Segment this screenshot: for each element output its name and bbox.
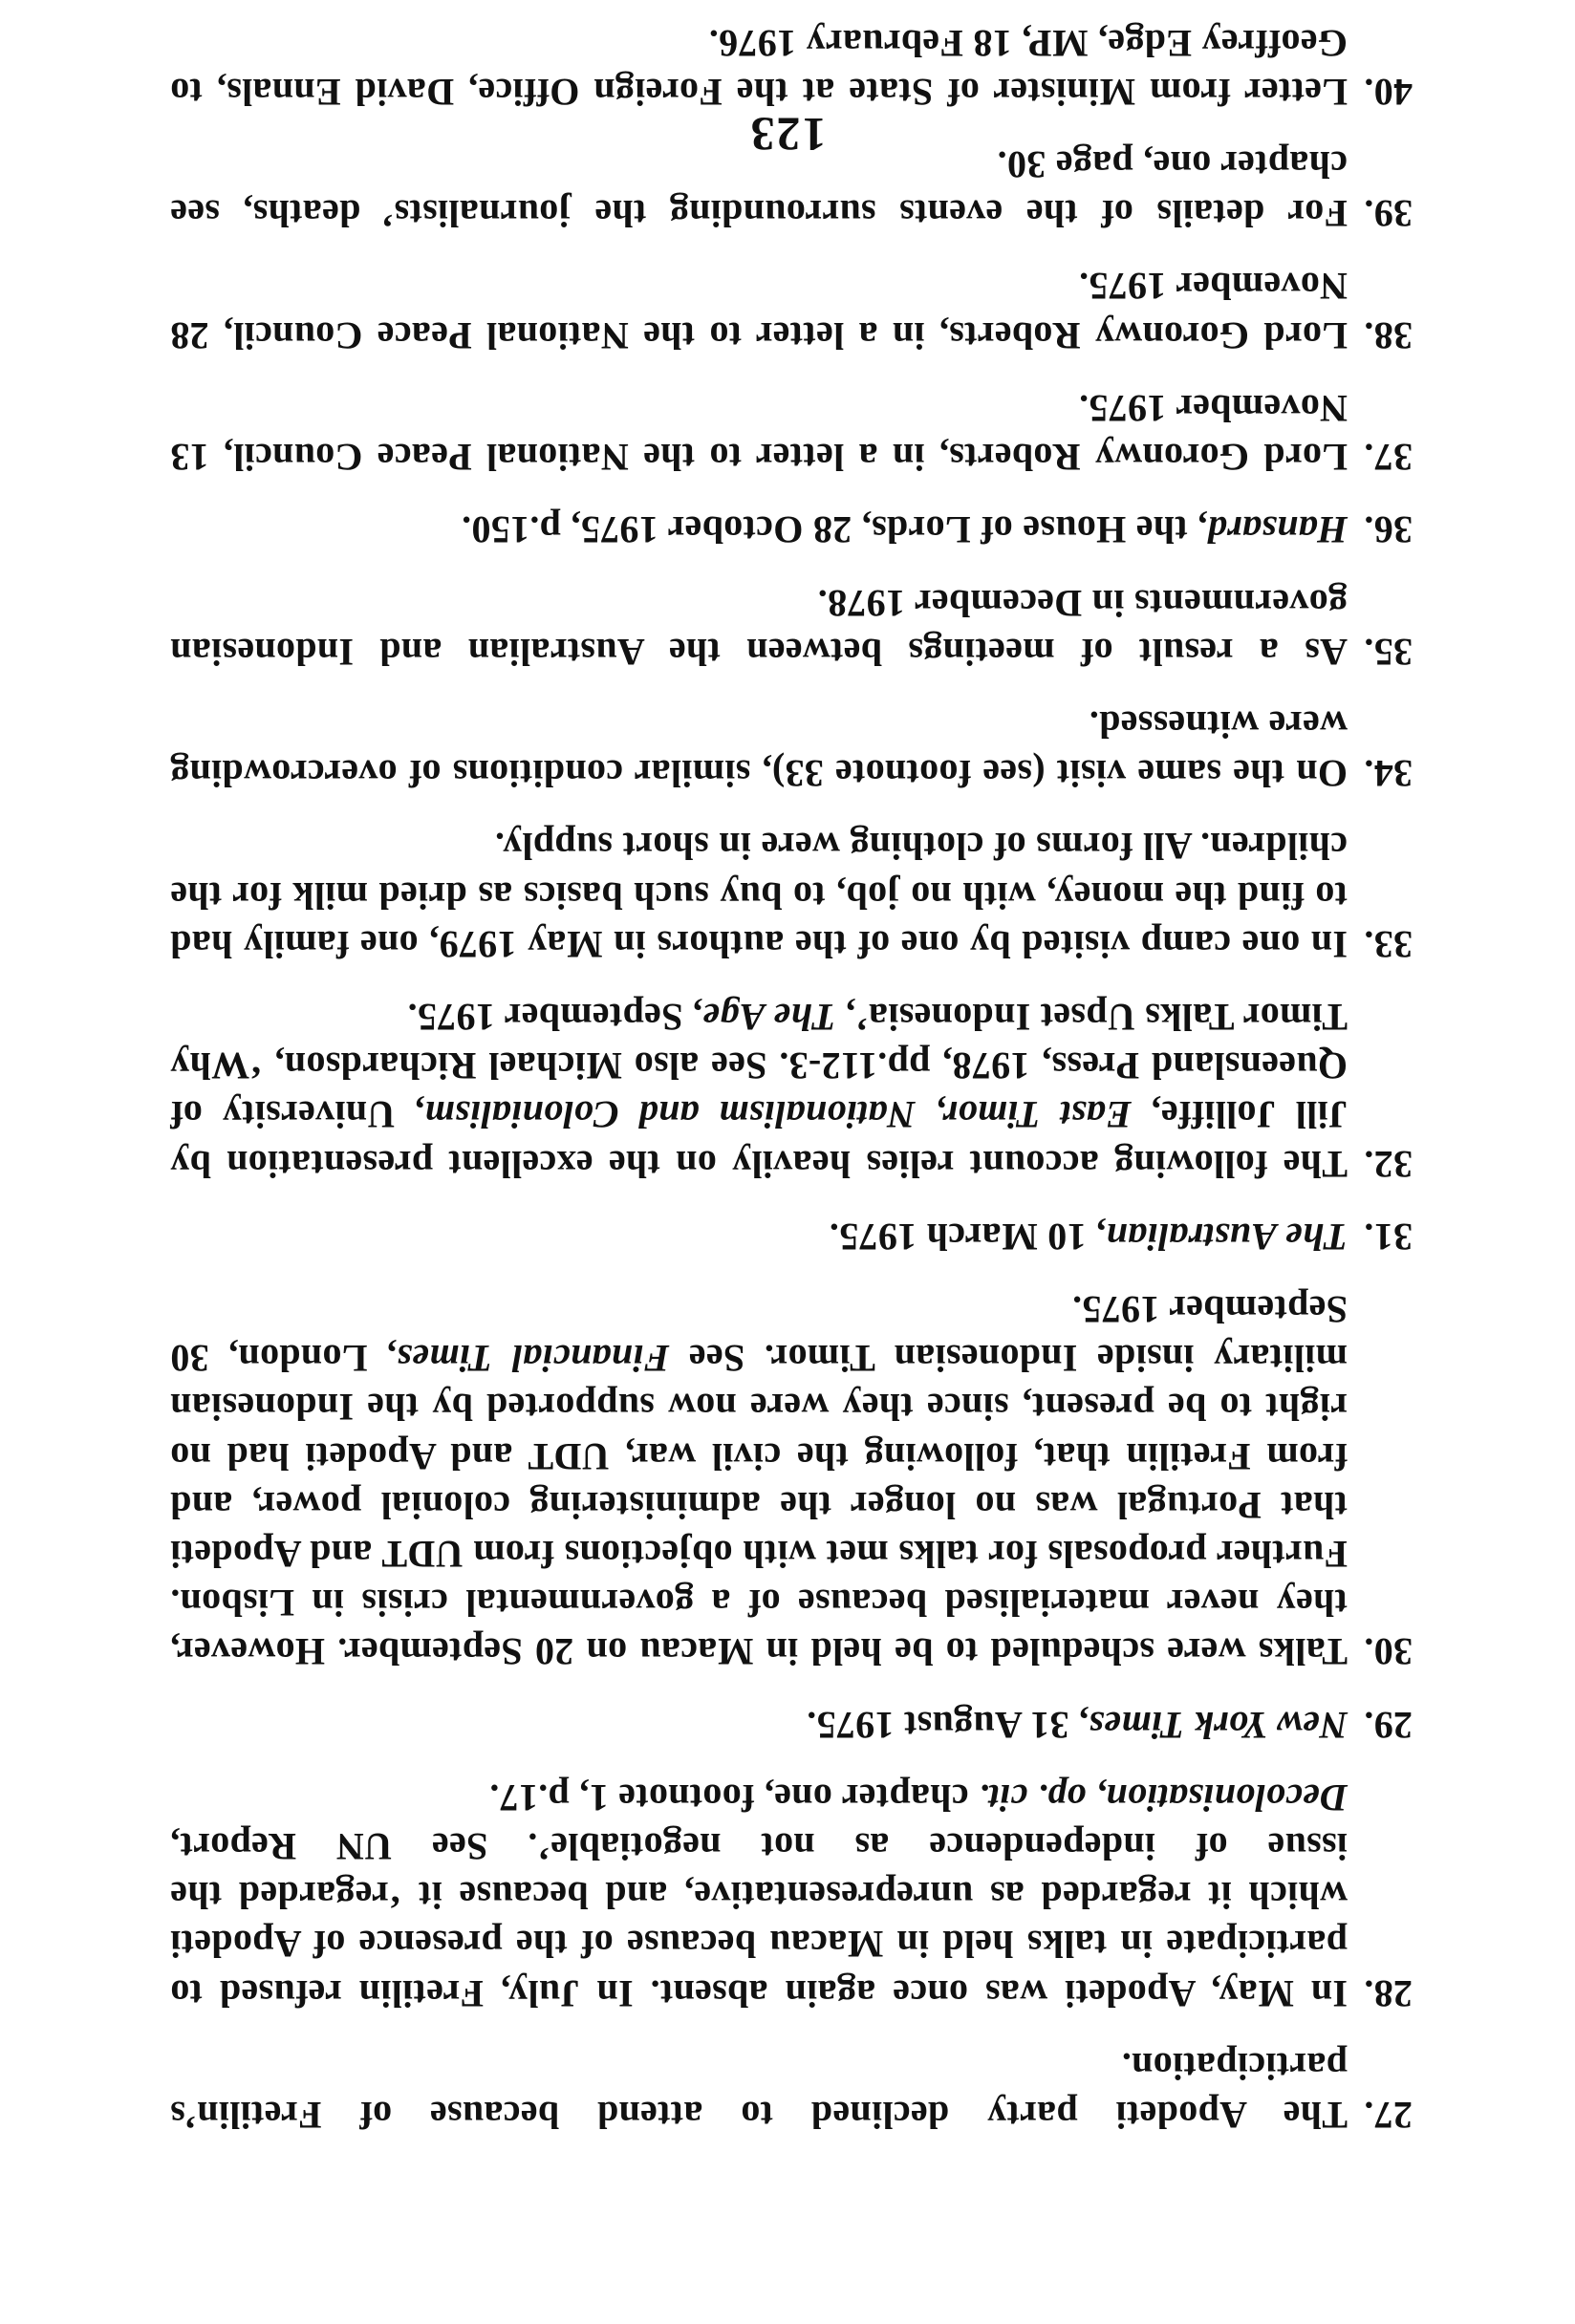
endnote-text	[170, 993, 1348, 1189]
endnote-text-run: , 10 March 1975.	[829, 1215, 1107, 1259]
endnote-text-run: , 31 August 1975.	[806, 1703, 1090, 1747]
endnote-text-run: , University of Queensland Press, 1978, pp.112-3. See also Michael Richardson, ‘Why Timor Talks Upset Indonesia’,	[169, 995, 1348, 1137]
endnote-text	[170, 578, 1348, 676]
endnote-text-run: Lord Goronwy Roberts, in a letter to the National Peace Council, 28 November 1975.	[170, 265, 1348, 357]
endnote	[170, 993, 1413, 1189]
endnote-text-run: In one camp visited by one of the authors in May 1979, one family had to find the money, with no job, to buy such basics as dried milk for the children. All forms of clothing were in short supply.	[170, 825, 1348, 966]
endnote-italic-text: The Australian	[1106, 1215, 1348, 1259]
endnote-italic-text: Hansard	[1207, 508, 1348, 552]
endnote-italic-text: Financial Times	[397, 1337, 670, 1381]
endnote-number: 37.	[1364, 436, 1413, 480]
endnote-number: 34.	[1364, 752, 1413, 796]
endnote	[170, 18, 1413, 116]
endnote-italic-text: New York Times	[1089, 1703, 1348, 1747]
endnote-number: 36.	[1364, 508, 1413, 552]
endnote-text-run: The Apodeti party declined to attend because of Fretilin’s participation.	[170, 2044, 1348, 2137]
endnote-italic-text: Decolonisation, op. cit.	[978, 1775, 1348, 1819]
endnote-text	[170, 18, 1348, 116]
endnote	[170, 262, 1413, 359]
page-number: 123	[748, 108, 827, 161]
endnote-number: 31.	[1364, 1215, 1413, 1259]
endnote-text	[170, 1700, 1348, 1749]
endnote	[170, 1700, 1413, 1749]
endnote	[170, 700, 1413, 798]
endnote-text-run: chapter one, footnote 1, p.17.	[489, 1775, 979, 1819]
endnote-number: 29.	[1364, 1703, 1413, 1747]
endnote-number: 33.	[1364, 922, 1413, 966]
endnote	[170, 578, 1413, 676]
endnote-text	[170, 700, 1348, 798]
endnote	[170, 506, 1413, 554]
endnote-text	[170, 1213, 1348, 1261]
endnote-text-run: , London, 30 September 1975.	[170, 1287, 1348, 1381]
endnote-text	[170, 1774, 1348, 2018]
endnotes-list	[170, 0, 1413, 2140]
endnote-text-run: Talks were scheduled to be held in Macau on 20 September. However, they never materialised because of a governmental crisis in Lisbon. Further proposals for talks met with objections from UDT and Apodeti that Portugal was no longer the administering colonial power, and from Fretilin that, following the civil war, UDT and Apodeti had no right to be present, since they were now supported by the Indonesian military inside Indonesian Timor. See	[170, 1337, 1348, 1674]
endnote-text	[170, 262, 1348, 359]
endnote	[170, 822, 1413, 969]
endnote-italic-text: The Age	[702, 995, 836, 1039]
endnote-text-run: Lord Goronwy Roberts, in a letter to the National Peace Council, 13 November 1975.	[170, 386, 1348, 480]
endnote	[170, 1213, 1413, 1261]
endnote-text-run: In May, Apodeti was once again absent. In July, Fretilin refused to participate in talks held in Macau because of the presence of Apodeti which it regarded as unrepresentative, and because it ‘regarded the issue of independence as not negotiable’. See UN Report,	[170, 1824, 1348, 2015]
endnote-number: 40.	[1364, 70, 1413, 114]
endnote-text-run: On the same visit (see footnote 33), similar conditions of overcrowding were witnessed.	[170, 702, 1348, 796]
endnote-number: 27.	[1364, 2094, 1413, 2137]
endnote-text-run: , September 1975.	[407, 995, 703, 1039]
endnote	[170, 384, 1413, 482]
endnote	[170, 2042, 1413, 2140]
endnote-text	[170, 506, 1348, 554]
endnote-text-run: , the House of Lords, 28 October 1975, p.150.	[461, 508, 1208, 552]
endnote-number: 32.	[1364, 1142, 1413, 1186]
endnote	[170, 1774, 1413, 2018]
endnote-number: 38.	[1364, 313, 1413, 357]
endnote-text-run: Letter from Minister of State at the Foreign Office, David Ennals, to Geoffrey Edge, MP, 18 February 1976.	[170, 21, 1348, 114]
endnote-text-run: For details of the events surrounding the journalists’ deaths, see chapter one, page 30.	[170, 143, 1348, 236]
endnote-text-run: As a result of meetings between the Australian and Indonesian governments in December 1978.	[170, 581, 1348, 674]
endnote-number: 30.	[1364, 1630, 1413, 1674]
endnote-number: 39.	[1364, 192, 1413, 236]
endnote-text	[170, 822, 1348, 969]
endnote-number: 35.	[1364, 630, 1413, 674]
endnote-italic-text: East Timor, Nationalism and Colonialism	[424, 1093, 1132, 1137]
endnote-number: 28.	[1364, 1971, 1413, 2015]
endnote-text-run: The following account relies heavily on the excellent presentation by Jill Jolliffe,	[170, 1093, 1348, 1186]
endnote-text	[170, 1285, 1348, 1677]
endnote-text	[170, 2042, 1348, 2140]
endnote-text	[170, 384, 1348, 482]
endnote	[170, 1285, 1413, 1677]
